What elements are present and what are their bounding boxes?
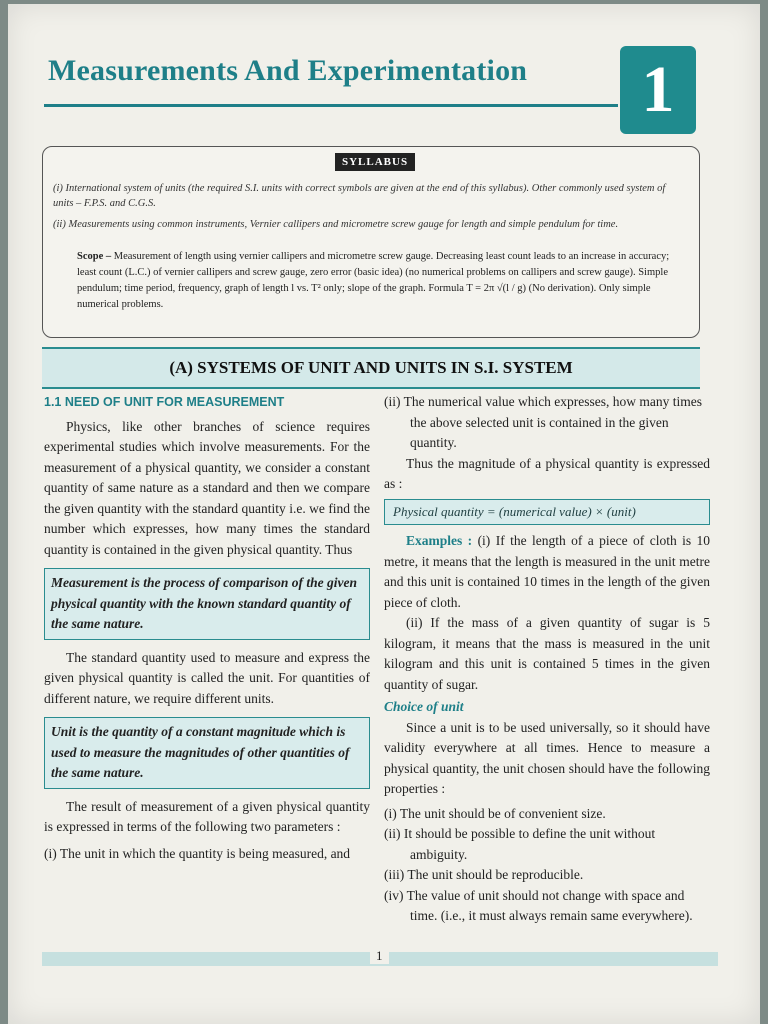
syllabus-scope <box>77 249 689 313</box>
paragraph: The standard quantity used to measure and express the given physical quantity is called the unit. For quantities of different nature, we require different units. <box>44 649 370 706</box>
property-item: (ii) It should be possible to define the unit without ambiguity. <box>384 826 656 862</box>
property-item: (iv) The value of unit should not change with space and time. (i.e., it must always remain same everywhere). <box>384 887 693 923</box>
left-column <box>44 392 370 864</box>
syllabus-tag: SYLLABUS <box>335 153 415 171</box>
example-text: (i) If the length of a piece of cloth is 10 metre, it means that the length is measured in the unit metre and this unit is contained 10 times in the length of the given piece of cloth. <box>384 533 710 610</box>
definition-box: Unit is the quantity of a constant magnitude which is used to measure the magnitudes of other quantities of the same nature. <box>44 717 370 789</box>
syllabus-item: (i) International system of units (the required S.I. units with correct symbols are given at the end of this syllabus). Other commonly used system of units – F.P.S. and C.G.S. <box>53 183 666 209</box>
scope-text: Measurement of length using vernier callipers and micrometre screw gauge. Decreasing least count leads to an increase in accuracy; least count (L.C.) of vernier callipers and screw gauge, zero error (basic idea) (no numerical problems on callipers and screw gauge). Simple pendulum; time period, frequency, graph of length l vs. T² only; slope of the graph. Formula T = 2π √(l / g) (No derivation). Only simple numerical problems. <box>77 251 670 310</box>
page-number: 1 <box>370 948 389 964</box>
paragraph: Thus the magnitude of a physical quantity is expressed as : <box>384 455 710 491</box>
paragraph: The result of measurement of a given physical quantity is expressed in terms of the following two parameters : <box>44 798 370 834</box>
paragraph: Physics, like other branches of science requires experimental studies which involve measurements. For the measurement of a physical quantity, we consider a constant quantity of same nature as a standard and then we compare the given quantity with the standard quantity i.e. we find the number which expresses, how many times the standard quantity is contained in the given physical quantity. Thus <box>44 418 370 557</box>
chapter-number: 1 <box>620 46 696 134</box>
textbook-page <box>8 4 760 1024</box>
paragraph: (ii) If the mass of a given quantity of sugar is 5 kilogram, it means that the mass is measured in the unit kilogram and this unit is contained 5 times in the given quantity of sugar. <box>384 615 710 692</box>
property-item: (i) The unit should be of convenient size. <box>384 805 606 821</box>
section-heading: 1.1 NEED OF UNIT FOR MEASUREMENT <box>44 395 285 409</box>
chapter-title: Measurements And Experimentation <box>48 54 528 87</box>
examples-label: Examples : <box>406 533 473 548</box>
property-item: (iii) The unit should be reproducible. <box>384 867 584 882</box>
definition-box: Measurement is the process of comparison of the given physical quantity with the known standard quantity of the same nature. <box>44 568 370 640</box>
list-item: (i) The unit in which the quantity is being measured, and <box>44 845 351 861</box>
examples-paragraph <box>384 531 710 613</box>
formula-box: Physical quantity = (numerical value) × (unit) <box>384 499 710 526</box>
list-item: (ii) The numerical value which expresses, how many times the above selected unit is contained in the given quantity. <box>384 394 703 450</box>
section-title: (A) SYSTEMS OF UNIT AND UNITS IN S.I. SYSTEM <box>42 347 700 389</box>
syllabus-box <box>42 146 700 338</box>
title-underline <box>44 104 618 107</box>
syllabus-item: (ii) Measurements using common instruments, Vernier callipers and micrometre screw gauge for length and simple pendulum for time. <box>53 219 619 230</box>
right-column <box>384 392 710 927</box>
choice-of-unit-heading: Choice of unit <box>384 699 464 714</box>
scope-label: Scope – <box>77 251 112 262</box>
paragraph: Since a unit is to be used universally, so it should have validity everywhere at all times. Hence to measure a physical quantity, the unit chosen should have the following properties : <box>384 719 710 796</box>
